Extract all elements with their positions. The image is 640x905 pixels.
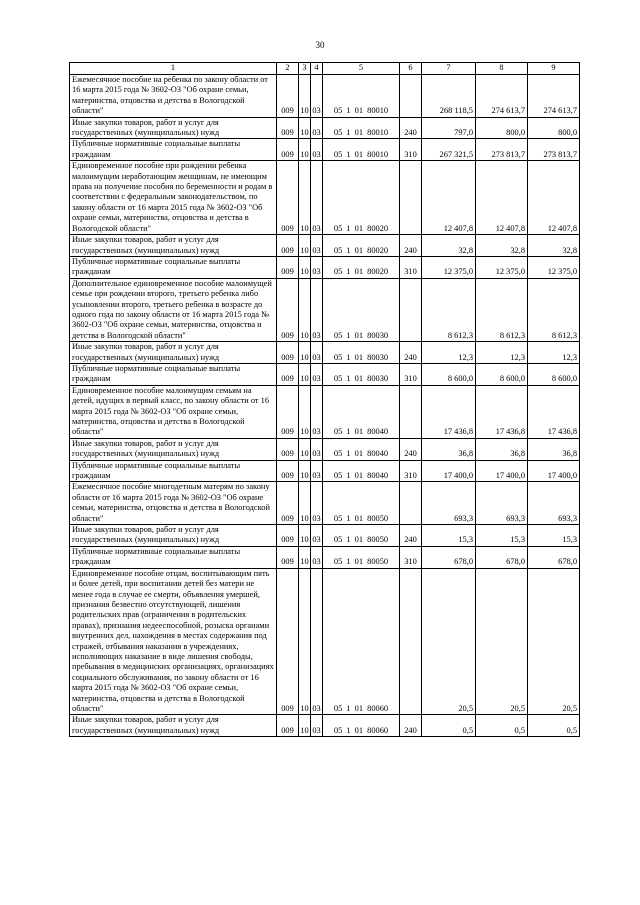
row-name: Иные закупки товаров, работ и услуг для государственных (муниципальных) нужд bbox=[70, 715, 277, 737]
row-ministry-code: 009 bbox=[277, 117, 299, 139]
row-subsection: 03 bbox=[311, 256, 323, 278]
row-amount-col8: 0,5 bbox=[476, 715, 528, 737]
row-amount-col7: 36,8 bbox=[422, 438, 476, 460]
row-amount-col9: 17 400,0 bbox=[528, 460, 580, 482]
table-row bbox=[70, 438, 580, 460]
row-target-article: 05 1 01 80010 bbox=[323, 117, 400, 139]
row-amount-col8: 678,0 bbox=[476, 546, 528, 568]
header-col-2: 2 bbox=[277, 63, 299, 75]
row-section: 10 bbox=[299, 715, 311, 737]
row-ministry-code: 009 bbox=[277, 460, 299, 482]
header-col-4: 4 bbox=[311, 63, 323, 75]
row-section: 10 bbox=[299, 342, 311, 364]
row-target-article: 05 1 01 80050 bbox=[323, 525, 400, 547]
row-section: 10 bbox=[299, 75, 311, 118]
row-amount-col9: 20,5 bbox=[528, 568, 580, 715]
row-amount-col7: 8 600,0 bbox=[422, 363, 476, 385]
row-amount-col9: 12 407,8 bbox=[528, 161, 580, 235]
row-ministry-code: 009 bbox=[277, 75, 299, 118]
row-expense-type: 240 bbox=[400, 715, 422, 737]
table-row bbox=[70, 525, 580, 547]
row-ministry-code: 009 bbox=[277, 715, 299, 737]
row-amount-col9: 12 375,0 bbox=[528, 256, 580, 278]
row-amount-col7: 12,3 bbox=[422, 342, 476, 364]
row-section: 10 bbox=[299, 568, 311, 715]
row-section: 10 bbox=[299, 161, 311, 235]
row-amount-col9: 8 612,3 bbox=[528, 278, 580, 341]
table-row bbox=[70, 278, 580, 341]
row-amount-col9: 274 613,7 bbox=[528, 75, 580, 118]
row-amount-col8: 17 400,0 bbox=[476, 460, 528, 482]
row-expense-type: 310 bbox=[400, 139, 422, 161]
row-name: Иные закупки товаров, работ и услуг для государственных (муниципальных) нужд bbox=[70, 117, 277, 139]
row-name: Публичные нормативные социальные выплаты гражданам bbox=[70, 363, 277, 385]
header-col-7: 7 bbox=[422, 63, 476, 75]
row-subsection: 03 bbox=[311, 715, 323, 737]
budget-table bbox=[69, 62, 580, 737]
header-col-6: 6 bbox=[400, 63, 422, 75]
row-amount-col9: 693,3 bbox=[528, 482, 580, 525]
row-name: Ежемесячное пособие многодетным матерям по закону области от 16 марта 2015 года № 3602-ОЗ "Об охране семьи, материнства, отцовства и детства в Вологодской области" bbox=[70, 482, 277, 525]
row-ministry-code: 009 bbox=[277, 385, 299, 438]
row-expense-type: 240 bbox=[400, 235, 422, 257]
row-ministry-code: 009 bbox=[277, 161, 299, 235]
row-amount-col7: 12 375,0 bbox=[422, 256, 476, 278]
row-expense-type: 310 bbox=[400, 256, 422, 278]
header-col-9: 9 bbox=[528, 63, 580, 75]
row-name: Иные закупки товаров, работ и услуг для государственных (муниципальных) нужд bbox=[70, 525, 277, 547]
row-ministry-code: 009 bbox=[277, 342, 299, 364]
row-section: 10 bbox=[299, 139, 311, 161]
header-col-1: 1 bbox=[70, 63, 277, 75]
row-amount-col9: 273 813,7 bbox=[528, 139, 580, 161]
row-subsection: 03 bbox=[311, 363, 323, 385]
row-amount-col9: 15,3 bbox=[528, 525, 580, 547]
row-name: Публичные нормативные социальные выплаты гражданам bbox=[70, 256, 277, 278]
row-target-article: 05 1 01 80060 bbox=[323, 568, 400, 715]
table-row bbox=[70, 460, 580, 482]
row-ministry-code: 009 bbox=[277, 256, 299, 278]
row-amount-col9: 0,5 bbox=[528, 715, 580, 737]
row-expense-type: 310 bbox=[400, 363, 422, 385]
row-target-article: 05 1 01 80030 bbox=[323, 342, 400, 364]
row-amount-col7: 0,5 bbox=[422, 715, 476, 737]
row-name: Единовременное пособие при рождении ребенка малоимущим неработающим женщинам, не имеющим права на получение пособия по беременности и родам в соответствии с федеральным законодательством, по закону области от 16 марта 2015 года № 3602-ОЗ "Об охране семьи, материнства, отцовства и детства в Вологодской области" bbox=[70, 161, 277, 235]
row-ministry-code: 009 bbox=[277, 139, 299, 161]
row-subsection: 03 bbox=[311, 75, 323, 118]
row-expense-type: 240 bbox=[400, 525, 422, 547]
row-name: Единовременное пособие отцам, воспитывающим пять и более детей, при воспитании детей без матери не менее года в случае ее смерти, объявления умершей, признания безвестно отсутствующей, лишения родительских прав (ограничения в родительских правах), признания недееспособной, розыска органами внутренних дел, нахождения в местах содержания под стражей, отбывания наказания в учреждениях, исполняющих наказание в виде лишения свободы, пребывания в медицинских организациях, организациях социального обслуживания, по закону области от 16 марта 2015 года № 3602-ОЗ "Об охране семьи, материнства, отцовства и детства в Вологодской области" bbox=[70, 568, 277, 715]
row-target-article: 05 1 01 80050 bbox=[323, 482, 400, 525]
row-name: Иные закупки товаров, работ и услуг для государственных (муниципальных) нужд bbox=[70, 438, 277, 460]
row-amount-col7: 20,5 bbox=[422, 568, 476, 715]
row-target-article: 05 1 01 80040 bbox=[323, 460, 400, 482]
header-col-3: 3 bbox=[299, 63, 311, 75]
row-amount-col7: 678,0 bbox=[422, 546, 476, 568]
table-header-row bbox=[70, 63, 580, 75]
table-row bbox=[70, 385, 580, 438]
row-amount-col7: 268 118,5 bbox=[422, 75, 476, 118]
table-row bbox=[70, 75, 580, 118]
row-amount-col8: 36,8 bbox=[476, 438, 528, 460]
row-ministry-code: 009 bbox=[277, 278, 299, 341]
row-subsection: 03 bbox=[311, 117, 323, 139]
row-amount-col7: 17 436,8 bbox=[422, 385, 476, 438]
row-name: Единовременное пособие малоимущим семьям на детей, идущих в первый класс, по закону области от 16 марта 2015 года № 3602-ОЗ "Об охране семьи, материнства, отцовства и детства в Вологодской области" bbox=[70, 385, 277, 438]
row-target-article: 05 1 01 80050 bbox=[323, 546, 400, 568]
table-row bbox=[70, 342, 580, 364]
row-subsection: 03 bbox=[311, 438, 323, 460]
row-amount-col9: 32,8 bbox=[528, 235, 580, 257]
row-amount-col9: 8 600,0 bbox=[528, 363, 580, 385]
row-expense-type: 310 bbox=[400, 546, 422, 568]
row-expense-type bbox=[400, 278, 422, 341]
row-subsection: 03 bbox=[311, 235, 323, 257]
row-target-article: 05 1 01 80040 bbox=[323, 438, 400, 460]
row-expense-type bbox=[400, 482, 422, 525]
row-ministry-code: 009 bbox=[277, 525, 299, 547]
row-amount-col9: 800,0 bbox=[528, 117, 580, 139]
row-amount-col7: 693,3 bbox=[422, 482, 476, 525]
row-section: 10 bbox=[299, 460, 311, 482]
row-amount-col8: 32,8 bbox=[476, 235, 528, 257]
row-amount-col9: 17 436,8 bbox=[528, 385, 580, 438]
row-subsection: 03 bbox=[311, 161, 323, 235]
row-amount-col8: 12 375,0 bbox=[476, 256, 528, 278]
row-name: Дополнительное единовременное пособие малоимущей семье при рождении второго, третьего ребенка либо усыновлении второго, третьего ребенка в возрасте до одного года по закону области от 16 марта 2015 года № 3602-ОЗ "Об охране семьи, материнства, отцовства и детства в Вологодской области" bbox=[70, 278, 277, 341]
table-row bbox=[70, 256, 580, 278]
table-row bbox=[70, 568, 580, 715]
row-amount-col8: 693,3 bbox=[476, 482, 528, 525]
row-amount-col8: 8 600,0 bbox=[476, 363, 528, 385]
row-subsection: 03 bbox=[311, 546, 323, 568]
row-amount-col8: 12 407,8 bbox=[476, 161, 528, 235]
row-amount-col7: 12 407,8 bbox=[422, 161, 476, 235]
page-number: 30 bbox=[315, 40, 325, 50]
row-section: 10 bbox=[299, 235, 311, 257]
row-name: Иные закупки товаров, работ и услуг для государственных (муниципальных) нужд bbox=[70, 342, 277, 364]
row-section: 10 bbox=[299, 385, 311, 438]
row-amount-col7: 267 321,5 bbox=[422, 139, 476, 161]
row-expense-type: 240 bbox=[400, 342, 422, 364]
row-subsection: 03 bbox=[311, 385, 323, 438]
row-amount-col8: 273 813,7 bbox=[476, 139, 528, 161]
table-row bbox=[70, 139, 580, 161]
table-row bbox=[70, 161, 580, 235]
row-target-article: 05 1 01 80060 bbox=[323, 715, 400, 737]
row-target-article: 05 1 01 80020 bbox=[323, 161, 400, 235]
row-amount-col7: 8 612,3 bbox=[422, 278, 476, 341]
row-amount-col7: 32,8 bbox=[422, 235, 476, 257]
row-name: Ежемесячное пособие на ребенка по закону области от 16 марта 2015 года № 3602-ОЗ "Об охране семьи, материнства, отцовства и детства в Вологодской области" bbox=[70, 75, 277, 118]
row-amount-col9: 678,0 bbox=[528, 546, 580, 568]
row-target-article: 05 1 01 80010 bbox=[323, 75, 400, 118]
row-name: Иные закупки товаров, работ и услуг для государственных (муниципальных) нужд bbox=[70, 235, 277, 257]
table-row bbox=[70, 235, 580, 257]
row-section: 10 bbox=[299, 117, 311, 139]
table-row bbox=[70, 117, 580, 139]
row-target-article: 05 1 01 80030 bbox=[323, 278, 400, 341]
row-name: Публичные нормативные социальные выплаты гражданам bbox=[70, 139, 277, 161]
row-target-article: 05 1 01 80040 bbox=[323, 385, 400, 438]
table-row bbox=[70, 363, 580, 385]
table-row bbox=[70, 482, 580, 525]
row-amount-col8: 15,3 bbox=[476, 525, 528, 547]
row-name: Публичные нормативные социальные выплаты гражданам bbox=[70, 460, 277, 482]
row-subsection: 03 bbox=[311, 568, 323, 715]
row-amount-col8: 800,0 bbox=[476, 117, 528, 139]
row-target-article: 05 1 01 80020 bbox=[323, 235, 400, 257]
row-subsection: 03 bbox=[311, 460, 323, 482]
row-target-article: 05 1 01 80010 bbox=[323, 139, 400, 161]
row-expense-type bbox=[400, 568, 422, 715]
row-target-article: 05 1 01 80020 bbox=[323, 256, 400, 278]
row-section: 10 bbox=[299, 482, 311, 525]
row-expense-type bbox=[400, 385, 422, 438]
row-expense-type bbox=[400, 75, 422, 118]
row-target-article: 05 1 01 80030 bbox=[323, 363, 400, 385]
row-ministry-code: 009 bbox=[277, 235, 299, 257]
row-subsection: 03 bbox=[311, 139, 323, 161]
header-col-8: 8 bbox=[476, 63, 528, 75]
row-ministry-code: 009 bbox=[277, 438, 299, 460]
row-subsection: 03 bbox=[311, 278, 323, 341]
row-amount-col7: 15,3 bbox=[422, 525, 476, 547]
row-section: 10 bbox=[299, 256, 311, 278]
header-col-5: 5 bbox=[323, 63, 400, 75]
row-ministry-code: 009 bbox=[277, 482, 299, 525]
row-amount-col8: 20,5 bbox=[476, 568, 528, 715]
row-expense-type: 310 bbox=[400, 460, 422, 482]
row-amount-col8: 12,3 bbox=[476, 342, 528, 364]
row-subsection: 03 bbox=[311, 482, 323, 525]
row-amount-col8: 8 612,3 bbox=[476, 278, 528, 341]
row-amount-col8: 274 613,7 bbox=[476, 75, 528, 118]
table-row bbox=[70, 546, 580, 568]
row-name: Публичные нормативные социальные выплаты гражданам bbox=[70, 546, 277, 568]
row-expense-type: 240 bbox=[400, 117, 422, 139]
row-expense-type: 240 bbox=[400, 438, 422, 460]
row-section: 10 bbox=[299, 438, 311, 460]
row-amount-col7: 797,0 bbox=[422, 117, 476, 139]
row-section: 10 bbox=[299, 363, 311, 385]
table-row bbox=[70, 715, 580, 737]
row-amount-col8: 17 436,8 bbox=[476, 385, 528, 438]
row-section: 10 bbox=[299, 546, 311, 568]
row-section: 10 bbox=[299, 525, 311, 547]
row-section: 10 bbox=[299, 278, 311, 341]
row-subsection: 03 bbox=[311, 342, 323, 364]
row-ministry-code: 009 bbox=[277, 363, 299, 385]
row-subsection: 03 bbox=[311, 525, 323, 547]
row-expense-type bbox=[400, 161, 422, 235]
row-amount-col7: 17 400,0 bbox=[422, 460, 476, 482]
row-amount-col9: 36,8 bbox=[528, 438, 580, 460]
row-amount-col9: 12,3 bbox=[528, 342, 580, 364]
row-ministry-code: 009 bbox=[277, 546, 299, 568]
row-ministry-code: 009 bbox=[277, 568, 299, 715]
